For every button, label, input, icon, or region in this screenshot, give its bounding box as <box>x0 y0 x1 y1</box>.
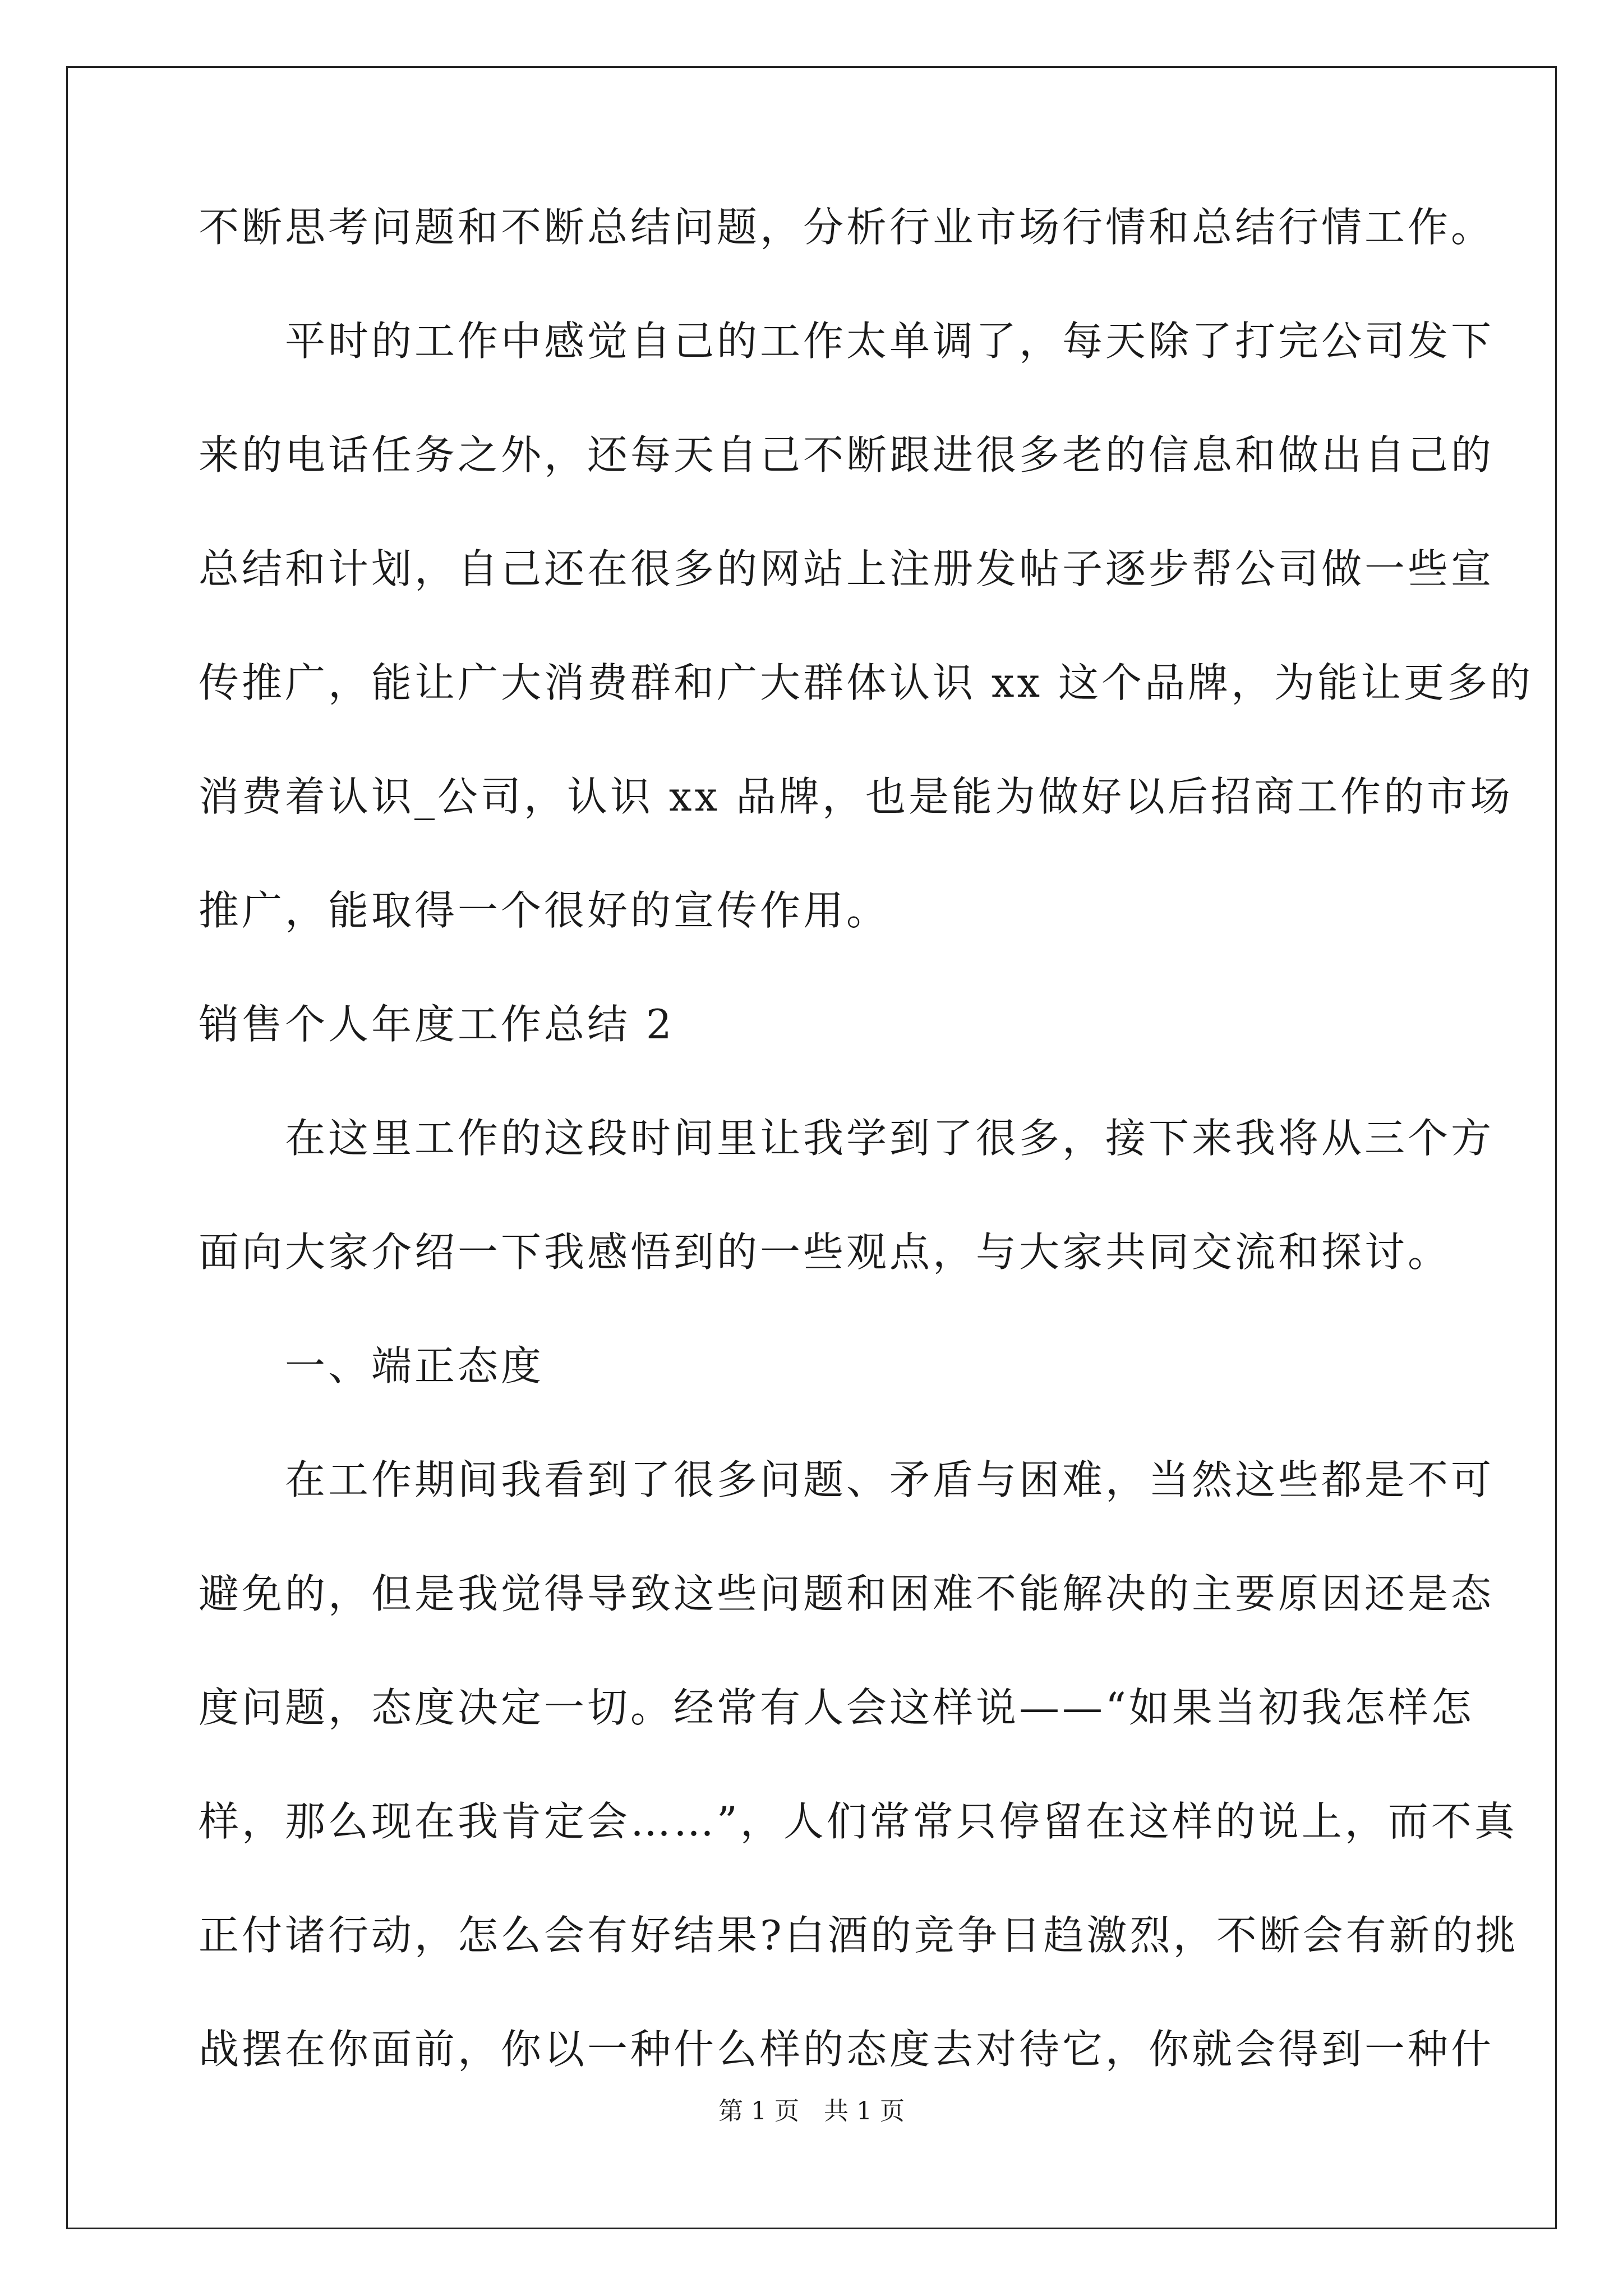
text-line: 平时的工作中感觉自己的工作太单调了，每天除了打完公司发下 <box>199 318 1495 365</box>
text-line: 在工作期间我看到了很多问题、矛盾与困难，当然这些都是不可 <box>199 1456 1495 1503</box>
text-line: 样，那么现在我肯定会……”，人们常常只停留在这样的说上，而不真 <box>199 1798 1518 1845</box>
text-line: 消费着认识_公司，认识 xx 品牌，也是能为做好以后招商工作的市场 <box>199 773 1513 820</box>
text-line: 度问题，态度决定一切。经常有人会这样说——“如果当初我怎样怎 <box>199 1684 1474 1731</box>
text-line: 在这里工作的这段时间里让我学到了很多，接下来我将从三个方 <box>199 1115 1495 1162</box>
text-line: 总结和计划，自己还在很多的网站上注册发帖子逐步帮公司做一些宣 <box>199 545 1495 592</box>
text-line: 传推广，能让广大消费群和广大群体认识 xx 这个品牌，为能让更多的 <box>199 659 1533 706</box>
text-line: 战摆在你面前，你以一种什么样的态度去对待它，你就会得到一种什 <box>199 2026 1495 2073</box>
text-line: 不断思考问题和不断总结问题，分析行业市场行情和总结行情工作。 <box>199 204 1495 251</box>
subsection-heading: 一、端正态度 <box>199 1342 545 1389</box>
section-heading: 销售个人年度工作总结 2 <box>199 1001 675 1048</box>
text-line: 面向大家介绍一下我感悟到的一些观点，与大家共同交流和探讨。 <box>199 1228 1451 1276</box>
text-line: 来的电话任务之外，还每天自己不断跟进很多老的信息和做出自己的 <box>199 431 1495 478</box>
text-line: 正付诸行动，怎么会有好结果?白酒的竞争日趋激烈，不断会有新的挑 <box>199 1912 1519 1959</box>
page-number: 第 1 页 共 1 页 <box>718 2097 905 2125</box>
text-line: 推广，能取得一个很好的宣传作用。 <box>199 887 890 934</box>
text-line: 避免的，但是我觉得导致这些问题和困难不能解决的主要原因还是态 <box>199 1570 1495 1617</box>
